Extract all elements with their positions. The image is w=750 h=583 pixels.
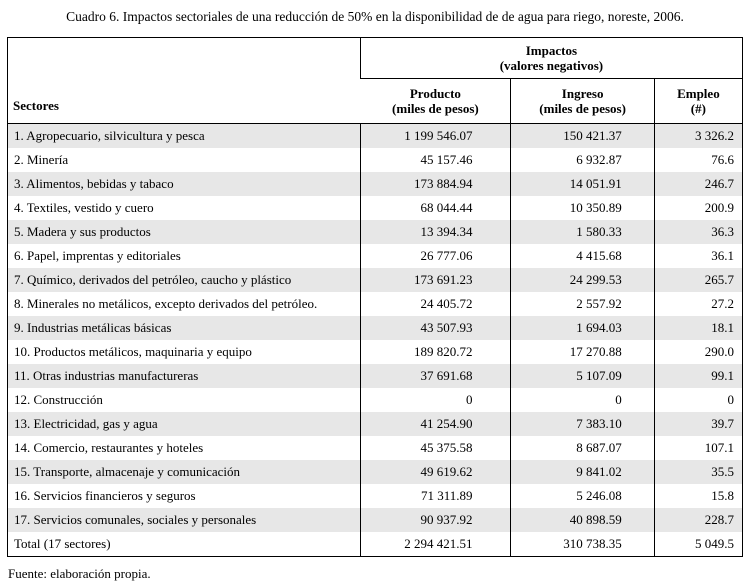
table-row — [8, 124, 743, 149]
ingreso-unit: (miles de pesos) — [539, 101, 626, 116]
empleo-value: 0 — [654, 388, 742, 412]
sector-cell: 5. Madera y sus productos — [8, 220, 361, 244]
column-header-producto — [360, 79, 511, 124]
sector-cell: 16. Servicios financieros y seguros — [14, 488, 196, 503]
producto-value: 49 619.62 — [360, 460, 511, 484]
empleo-value: 228.7 — [654, 508, 742, 532]
empleo-value: 76.6 — [654, 148, 742, 172]
sector-cell: 15. Transporte, almacenaje y comunicación — [8, 460, 361, 484]
table-header — [8, 38, 743, 124]
ingreso-value: 4 415.68 — [511, 244, 654, 268]
ingreso-value: 9 841.02 — [511, 460, 654, 484]
producto-value: 13 394.34 — [360, 220, 511, 244]
empleo-value: 200.9 — [654, 196, 742, 220]
empleo-value: 290.0 — [654, 340, 742, 364]
producto-value: 43 507.93 — [360, 316, 511, 340]
sector-cell: 8. Minerales no metálicos, excepto derivados del petróleo. — [14, 296, 318, 311]
column-header-empleo — [654, 79, 742, 124]
ingreso-value: 17 270.88 — [511, 340, 654, 364]
ingreso-value: 5 246.08 — [511, 484, 654, 508]
producto-value: 45 157.46 — [360, 148, 511, 172]
producto-value: 71 311.89 — [360, 484, 511, 508]
ingreso-value: 14 051.91 — [511, 172, 654, 196]
ingreso-value: 40 898.59 — [511, 508, 654, 532]
table-row — [8, 508, 743, 532]
table-row — [8, 364, 743, 388]
producto-label: Producto — [409, 86, 461, 101]
table-row — [8, 268, 743, 292]
producto-value: 26 777.06 — [360, 244, 511, 268]
sector-cell: 9. Industrias metálicas básicas — [8, 316, 361, 340]
empleo-value: 3 326.2 — [654, 124, 742, 149]
column-header-ingreso — [511, 79, 654, 124]
empleo-value: 35.5 — [654, 460, 742, 484]
table-row — [8, 244, 743, 268]
sector-cell: 4. Textiles, vestido y cuero — [14, 200, 154, 215]
sector-cell: 2. Minería — [14, 152, 69, 167]
sector-cell: 17. Servicios comunales, sociales y personales — [8, 508, 361, 532]
ingreso-value: 1 580.33 — [511, 220, 654, 244]
empleo-value: 18.1 — [654, 316, 742, 340]
ingreso-value: 2 557.92 — [511, 292, 654, 316]
table-row — [8, 412, 743, 436]
table-body — [8, 124, 743, 533]
table-row — [8, 148, 743, 172]
total-empleo-value: 5 049.5 — [654, 532, 742, 557]
producto-value: 1 199 546.07 — [360, 124, 511, 149]
empleo-label: Empleo — [677, 86, 720, 101]
sector-cell: 10. Productos metálicos, maquinaria y equipo — [14, 344, 252, 359]
empleo-unit: (#) — [690, 101, 706, 116]
empleo-value: 36.1 — [654, 244, 742, 268]
table-row — [8, 340, 743, 364]
producto-value: 41 254.90 — [360, 412, 511, 436]
ingreso-value: 5 107.09 — [511, 364, 654, 388]
empleo-value: 99.1 — [654, 364, 742, 388]
table-row — [8, 388, 743, 412]
ingreso-value: 10 350.89 — [511, 196, 654, 220]
source-note: Fuente: elaboración propia. — [8, 566, 151, 581]
sector-cell: 6. Papel, imprentas y editoriales — [14, 248, 181, 263]
ingreso-value: 0 — [511, 388, 654, 412]
ingreso-value: 150 421.37 — [511, 124, 654, 149]
impactos-sublabel: (valores negativos) — [499, 58, 604, 73]
empleo-value: 107.1 — [654, 436, 742, 460]
ingreso-value: 6 932.87 — [511, 148, 654, 172]
ingreso-label: Ingreso — [561, 86, 604, 101]
sector-cell: 12. Construcción — [14, 392, 103, 407]
ingreso-value: 24 299.53 — [511, 268, 654, 292]
empleo-value: 246.7 — [654, 172, 742, 196]
header-row-group — [8, 38, 743, 79]
ingreso-value: 7 383.10 — [511, 412, 654, 436]
total-producto-value: 2 294 421.51 — [360, 532, 511, 557]
producto-unit: (miles de pesos) — [392, 101, 479, 116]
sector-cell: 3. Alimentos, bebidas y tabaco — [8, 172, 361, 196]
total-label: Total (17 sectores) — [8, 532, 361, 557]
table-row — [8, 436, 743, 460]
table-row — [8, 316, 743, 340]
impacts-table — [7, 37, 743, 557]
producto-value: 189 820.72 — [360, 340, 511, 364]
empleo-value: 39.7 — [654, 412, 742, 436]
producto-value: 45 375.58 — [360, 436, 511, 460]
column-group-header-impactos — [360, 38, 742, 79]
sector-cell: 13. Electricidad, gas y agua — [8, 412, 361, 436]
column-header-sectores: Sectores — [8, 38, 361, 124]
sector-cell: 14. Comercio, restaurantes y hoteles — [14, 440, 204, 455]
table-footer — [8, 532, 743, 557]
total-row — [8, 532, 743, 557]
empleo-value: 265.7 — [654, 268, 742, 292]
table-row — [8, 292, 743, 316]
producto-value: 24 405.72 — [360, 292, 511, 316]
table-row — [8, 196, 743, 220]
table-caption: Cuadro 6. Impactos sectoriales de una reducción de 50% en la disponibilidad de de agua para riego, noreste, 2006. — [66, 9, 684, 24]
impactos-label: Impactos — [525, 43, 578, 58]
table-row — [8, 484, 743, 508]
empleo-value: 27.2 — [654, 292, 742, 316]
producto-value: 173 691.23 — [360, 268, 511, 292]
producto-value: 37 691.68 — [360, 364, 511, 388]
sector-cell: 7. Químico, derivados del petróleo, caucho y plástico — [8, 268, 361, 292]
ingreso-value: 1 694.03 — [511, 316, 654, 340]
empleo-value: 36.3 — [654, 220, 742, 244]
producto-value: 173 884.94 — [360, 172, 511, 196]
sector-cell: 1. Agropecuario, silvicultura y pesca — [8, 124, 361, 149]
table-row — [8, 172, 743, 196]
empleo-value: 15.8 — [654, 484, 742, 508]
sector-cell: 11. Otras industrias manufactureras — [8, 364, 361, 388]
producto-value: 68 044.44 — [360, 196, 511, 220]
table-row — [8, 220, 743, 244]
producto-value: 0 — [360, 388, 511, 412]
producto-value: 90 937.92 — [360, 508, 511, 532]
total-ingreso-value: 310 738.35 — [511, 532, 654, 557]
ingreso-value: 8 687.07 — [511, 436, 654, 460]
table-row — [8, 460, 743, 484]
